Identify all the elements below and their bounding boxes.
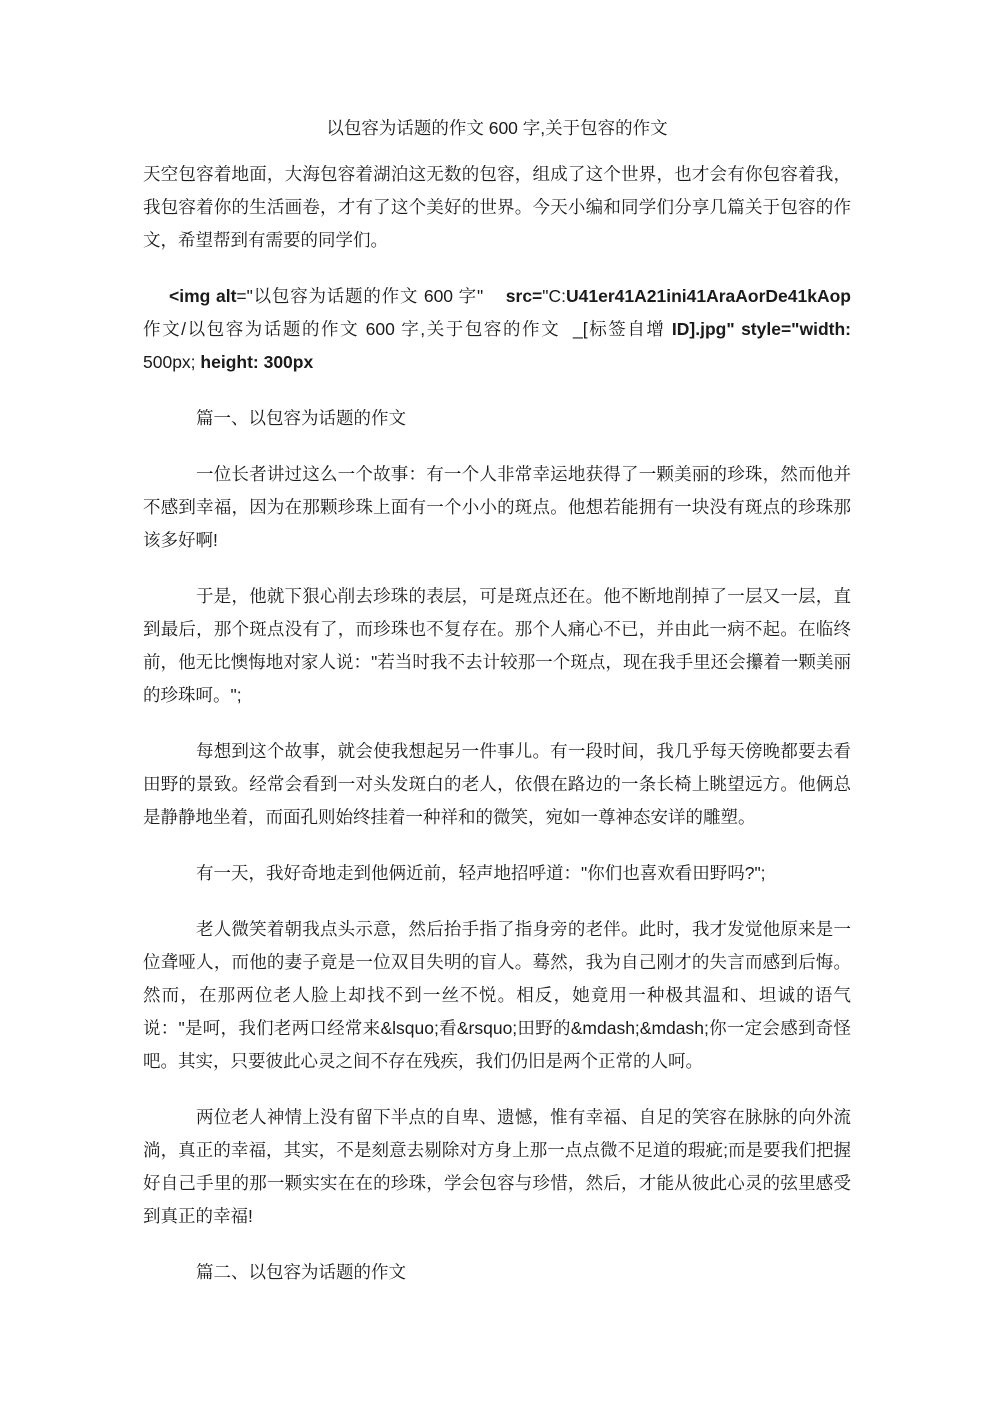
essay-paragraph: 老人微笑着朝我点头示意，然后抬手指了指身旁的老伴。此时，我才发觉他原来是一位聋哑人，而他的妻子竟是一位双目失明的盲人。蓦然，我为自己刚才的失言而感到后悔。然而，在那两位老人脸上却找不到一丝不悦。相反，她竟用一种极其温和、坦诚的语气说："是呵，我们老两口经常来&lsquo;看&rsquo;田野的&mdash;&mdash;你一定会感到奇怪吧。其实，只要彼此心灵之间不存在残疾，我们仍旧是两个正常的人呵。 bbox=[143, 919, 851, 1071]
code-segment: 作文/以包容为话题的作文 600 字,关于包容的作文 _[标签自增 bbox=[143, 286, 856, 339]
intro-paragraph: 天空包容着地面，大海包容着湖泊这无数的包容，组成了这个世界，也才会有你包容着我，我包容着你的生活画卷，才有了这个美好的世界。今天小编和同学们分享几篇关于包容的作文，希望帮到有需要的同学们。 bbox=[143, 164, 851, 250]
section-2-heading: 篇二、以包容为话题的作文 bbox=[196, 1262, 406, 1282]
essay-paragraph: 两位老人神情上没有留下半点的自卑、遗憾，惟有幸福、自足的笑容在脉脉的向外流淌，真正的幸福，其实，不是刻意去剔除对方身上那一点点微不足道的瑕疵;而是要我们把握好自己手里的那一颗实实在在的珍珠，学会包容与珍惜，然后，才能从彼此心灵的弦里感受到真正的幸福! bbox=[143, 1107, 851, 1226]
code-segment: height: 300px bbox=[200, 352, 314, 372]
section-1-heading: 篇一、以包容为话题的作文 bbox=[196, 408, 406, 428]
essay-paragraph: 于是，他就下狠心削去珍珠的表层，可是斑点还在。他不断地削掉了一层又一层，直到最后，那个斑点没有了，而珍珠也不复存在。那个人痛心不已，并由此一病不起。在临终前，他无比懊悔地对家人说："若当时我不去计较那一个斑点，现在我手里还会攥着一颗美丽的珍珠呵。"; bbox=[143, 586, 851, 705]
code-segment: "C: bbox=[542, 286, 566, 306]
essay-paragraph: 每想到这个故事，就会使我想起另一件事儿。有一段时间，我几乎每天傍晚都要去看田野的景致。经常会看到一对头发斑白的老人，依偎在路边的一条长椅上眺望远方。他俩总是静静地坐着，而面孔则始终挂着一种祥和的微笑，宛如一尊神态安详的雕塑。 bbox=[143, 741, 851, 827]
img-code-paragraph bbox=[143, 280, 856, 379]
code-segment: <img alt bbox=[169, 286, 237, 306]
code-segment: src= bbox=[505, 286, 543, 306]
code-segment: ID].jpg" style="width: bbox=[671, 319, 856, 339]
code-segment: 500px; bbox=[143, 352, 201, 372]
code-segment: U41er41A21ini41AraAorDe41kAop bbox=[566, 286, 851, 306]
essay-paragraph: 有一天，我好奇地走到他俩近前，轻声地招呼道："你们也喜欢看田野吗?"; bbox=[196, 863, 766, 883]
essay-paragraph: 一位长者讲过这么一个故事：有一个人非常幸运地获得了一颗美丽的珍珠，然而他并不感到幸福，因为在那颗珍珠上面有一个小小的斑点。他想若能拥有一块没有斑点的珍珠那该多好啊! bbox=[143, 464, 851, 550]
document-title: 以包容为话题的作文 600 字,关于包容的作文 bbox=[326, 118, 668, 138]
code-segment: ="以包容为话题的作文 600 字" bbox=[236, 286, 506, 306]
